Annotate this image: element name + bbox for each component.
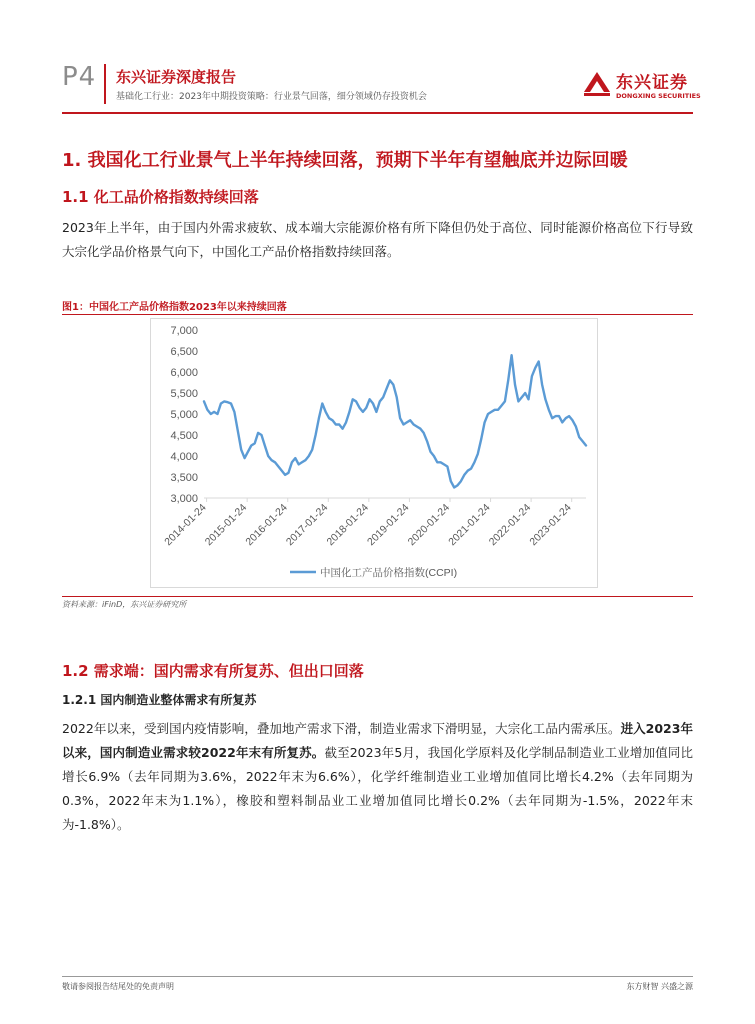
y-tick-label: 7,000 — [170, 325, 198, 337]
paragraph-price-index: 2023年上半年，由于国内外需求疲软、成本端大宗能源价格有所下降但仍处于高位、同时能源价格高位下行导致大宗化学品价格景气向下，中国化工产品价格指数持续回落。 — [62, 220, 693, 259]
report-subtitle: 基础化工行业：2023年中期投资策略：行业景气回落，细分领域仍存投资机会 — [116, 92, 427, 102]
figure-rule-bottom — [62, 596, 693, 597]
x-tick-label: 2020-01-24 — [405, 501, 453, 549]
y-tick-label: 6,500 — [170, 346, 198, 358]
y-tick-label: 6,000 — [170, 367, 198, 379]
logo-english-name: DONGXING SECURITIES — [616, 92, 701, 100]
y-tick-label: 4,000 — [170, 451, 198, 463]
y-tick-label: 4,500 — [170, 430, 198, 442]
report-brand: 东兴证券深度报告 — [116, 68, 237, 86]
x-tick-label: 2023-01-24 — [527, 501, 574, 549]
x-tick-label: 2019-01-24 — [365, 501, 412, 549]
paragraph-demand-part1: 2022年以来，受到国内疫情影响，叠加地产需求下滑，制造业需求下滑明显，大宗化工品内需承压。 — [62, 721, 621, 736]
paragraph-demand-part2: 截至2023年5月，我国化学原料及化学制品制造业工业增加值同比增长6.9%（去年同期为3.6%，2022年末为6.6%），化学纤维制造业工业增加值同比增长4.2%（去年同期为0.3%，2022年末为1.1%），橡胶和塑料制品业工业增加值同比增长0.2%（去年同期为-1.5%，2022年末为-1.8%）。 — [62, 745, 693, 832]
figure-title: 图1：中国化工产品价格指数2023年以来持续回落 — [62, 302, 287, 313]
x-tick-label: 2018-01-24 — [324, 501, 371, 549]
logo-chinese-name: 东兴证券 — [616, 73, 688, 93]
paragraph-demand — [62, 717, 693, 837]
y-tick-label: 5,000 — [170, 409, 198, 421]
series-line-ccpi — [204, 355, 586, 487]
section-heading-1: 1. 我国化工行业景气上半年持续回落，预期下半年有望触底并边际回暖 — [62, 150, 628, 171]
section-heading-1-2: 1.2 需求端：国内需求有所复苏、但出口回落 — [62, 662, 364, 680]
footer-disclaimer: 敬请参阅报告结尾处的免责声明 — [62, 982, 174, 991]
header-divider — [104, 64, 106, 104]
section-heading-1-1: 1.1 化工品价格指数持续回落 — [62, 188, 259, 206]
y-tick-label: 3,000 — [170, 493, 198, 505]
header-rule — [62, 112, 693, 114]
footer-rule — [62, 976, 693, 977]
paragraph-demand-bold: 进入2023年以来，国内制造业需求较2022年末有所复苏。 — [62, 721, 693, 760]
ccpi-line-chart — [150, 318, 598, 588]
footer-slogan: 东方财智 兴盛之源 — [626, 982, 693, 991]
figure-rule-top — [62, 314, 693, 315]
y-tick-label: 5,500 — [170, 388, 198, 400]
x-tick-label: 2015-01-24 — [202, 501, 250, 549]
x-tick-label: 2022-01-24 — [486, 501, 534, 549]
figure-source: 资料来源：iFinD，东兴证券研究所 — [62, 600, 187, 609]
x-tick-label: 2016-01-24 — [243, 501, 290, 549]
x-tick-label: 2014-01-24 — [162, 501, 209, 549]
x-tick-label: 2017-01-24 — [283, 501, 331, 549]
dongxing-logo — [582, 66, 701, 106]
x-tick-label: 2021-01-24 — [446, 501, 493, 549]
y-tick-label: 3,500 — [170, 472, 198, 484]
section-heading-1-2-1: 1.2.1 国内制造业整体需求有所复苏 — [62, 693, 257, 707]
page-number: P4 — [62, 62, 97, 92]
logo-mark-icon — [582, 68, 612, 98]
legend-label: 中国化工产品价格指数(CCPI) — [320, 567, 458, 579]
